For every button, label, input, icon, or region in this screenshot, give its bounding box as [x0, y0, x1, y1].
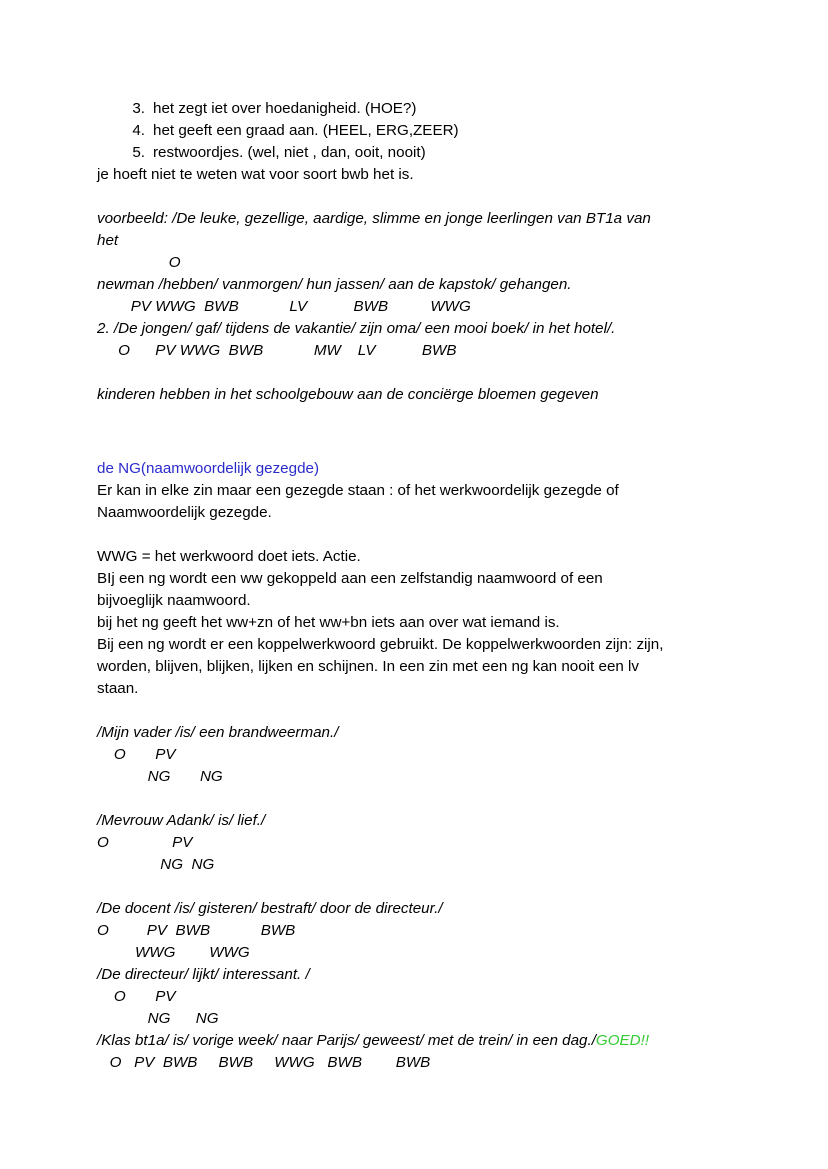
spacer [97, 700, 737, 722]
list-item [97, 142, 737, 164]
final-example-label-row: O PV BWB BWB WWG BWB BWB [97, 1054, 431, 1071]
ng-paragraph-1-line-1: Er kan in elke zin maar een gezegde staan : of het werkwoordelijk gezegde of [97, 482, 619, 499]
note-after-list: je hoeft niet te weten wat voor soort bwb het is. [97, 166, 414, 183]
ng-example-4-sentence: /De directeur/ lijkt/ interessant. / [97, 966, 310, 983]
ng-paragraph-1-line-2: Naamwoordelijk gezegde. [97, 504, 272, 521]
ng-example-1-sentence: /Mijn vader /is/ een brandweerman./ [97, 724, 339, 741]
list-item-number: 4. [132, 122, 145, 139]
ng-paragraph-2-line-4: bij het ng geeft het ww+zn of het ww+bn iets aan over wat iemand is. [97, 614, 560, 631]
ng-paragraph-2-line-3: bijvoeglijk naamwoord. [97, 592, 251, 609]
example-one-sentence-line-2: het [97, 232, 119, 249]
ng-paragraph-2-line-1: WWG = het werkwoord doet iets. Actie. [97, 548, 361, 565]
final-example-sentence: /Klas bt1a/ is/ vorige week/ naar Parijs/ geweest/ met de trein/ in een dag./ [97, 1032, 596, 1049]
ng-example-3-label-row-1: O PV BWB BWB [97, 922, 296, 939]
spacer [97, 436, 737, 458]
spacer [97, 876, 737, 898]
ng-paragraph-2-line-2: BIj een ng wordt een ww gekoppeld aan een zelfstandig naamwoord of een [97, 570, 603, 587]
example-two-label-row: O PV WWG BWB MW LV BWB [97, 342, 457, 359]
document-content [97, 98, 737, 1074]
ng-example-4-label-row-2: NG NG [97, 1010, 219, 1027]
ng-example-2-label-row-2: NG NG [97, 856, 215, 873]
ng-example-1-label-row-2: NG NG [97, 768, 223, 785]
ng-paragraph-3-line-3: staan. [97, 680, 139, 697]
list-item-number: 5. [132, 144, 145, 161]
ng-paragraph-3-line-1: Bij een ng wordt er een koppelwerkwoord gebruikt. De koppelwerkwoorden zijn: zijn, [97, 636, 664, 653]
numbered-list [97, 98, 737, 164]
list-item-label: het zegt iet over hoedanigheid. (HOE?) [153, 100, 417, 117]
example-one-label-row: PV WWG BWB LV BWB WWG [97, 298, 471, 315]
ng-example-1-label-row-1: O PV [97, 746, 176, 763]
spacer [97, 788, 737, 810]
free-practice-sentence: kinderen hebben in het schoolgebouw aan de conciërge bloemen gegeven [97, 386, 599, 403]
ng-example-3-label-row-2: WWG WWG [97, 944, 250, 961]
ng-paragraph-3-line-2: worden, blijven, blijken, lijken en schijnen. In een zin met een ng kan nooit een lv [97, 658, 640, 675]
spacer [97, 524, 737, 546]
ng-example-2-sentence: /Mevrouw Adank/ is/ lief./ [97, 812, 266, 829]
example-one-sentence-line-3: newman /hebben/ vanmorgen/ hun jassen/ aan de kapstok/ gehangen. [97, 276, 572, 293]
list-item [97, 120, 737, 142]
final-example-row [97, 1030, 737, 1052]
spacer [97, 186, 737, 208]
list-item [97, 98, 737, 120]
ng-section-heading: de NG(naamwoordelijk gezegde) [97, 460, 320, 477]
ng-example-2-label-row-1: O PV [97, 834, 193, 851]
list-item-label: het geeft een graad aan. (HEEL, ERG,ZEER) [153, 122, 459, 139]
list-item-number: 3. [132, 100, 145, 117]
ng-example-4-label-row-1: O PV [97, 988, 176, 1005]
spacer [97, 406, 737, 436]
example-one-sentence-line-1: voorbeeld: /De leuke, gezellige, aardige, slimme en jonge leerlingen van BT1a van [97, 210, 651, 227]
list-item-label: restwoordjes. (wel, niet , dan, ooit, nooit) [153, 144, 426, 161]
example-one-label-row-subject: O [97, 254, 181, 271]
ng-example-3-sentence: /De docent /is/ gisteren/ bestraft/ door de directeur./ [97, 900, 443, 917]
example-two-sentence: 2. /De jongen/ gaf/ tijdens de vakantie/ zijn oma/ een mooi boek/ in het hotel/. [97, 320, 616, 337]
final-example-annotation: GOED!! [595, 1032, 650, 1049]
spacer [97, 362, 737, 384]
